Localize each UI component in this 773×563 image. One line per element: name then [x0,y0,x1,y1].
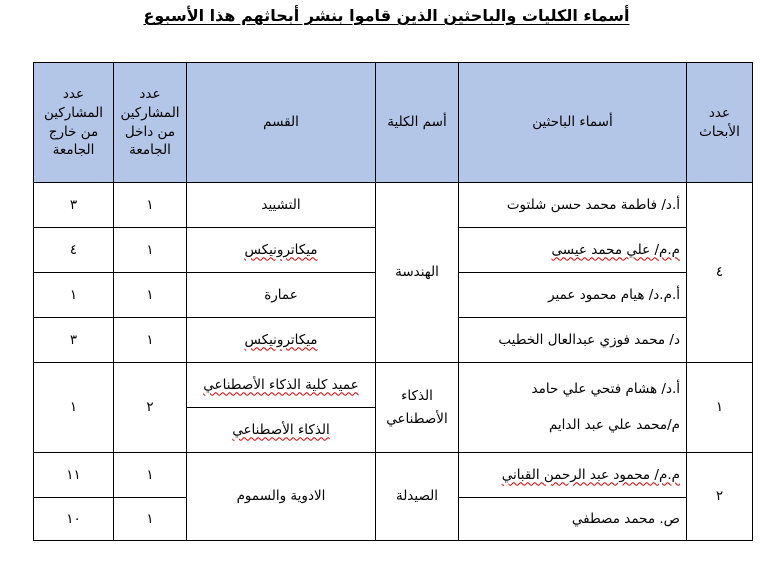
internal-count: ١ [114,273,187,318]
research-count-cell: ٤ [687,183,753,363]
external-count: ١١ [34,453,114,498]
researcher-name: أ.م.د/ هيام محمود عمير [459,273,687,318]
external-count: ٣ [34,183,114,228]
research-count-cell: ١ [687,363,753,453]
page-title: أسماء الكليات والباحثين الذين قاموا بنشر أبحاثهم هذا الأسبوع [143,6,630,25]
department-name: عمارة [187,273,376,318]
external-count: ١٠ [34,498,114,541]
header-research-count: عدد الأبحاث [687,63,753,183]
internal-count: ١ [114,228,187,273]
internal-count: ١ [114,183,187,228]
researcher-name: أ.د/ هشام فتحي علي حامد [531,381,680,398]
department-name: عميد كلية الذكاء الأصطناعي [187,363,376,408]
table-row [34,453,753,498]
researcher-names [459,363,687,453]
researcher-name: د/ محمد فوزي عبدالعال الخطيب [459,318,687,363]
external-count: ٤ [34,228,114,273]
college-name: الذكاء الأصطناعي [376,363,459,453]
external-count: ١ [34,273,114,318]
table-row [34,363,753,408]
department-name: التشييد [187,183,376,228]
internal-count: ١ [114,453,187,498]
researcher-name: م.م/ محمود عبد الرحمن القباني [459,453,687,498]
header-row [34,63,753,183]
internal-count: ١ [114,498,187,541]
internal-count: ١ [114,318,187,363]
header-internal-participants: عدد المشاركين من داخل الجامعة [114,63,187,183]
researcher-name: أ.د/ فاطمة محمد حسن شلتوت [459,183,687,228]
external-count: ٣ [34,318,114,363]
research-count-cell: ٢ [687,453,753,541]
header-department: القسم [187,63,376,183]
external-count: ١ [34,363,114,453]
internal-count: ٢ [114,363,187,453]
college-name: الهندسة [376,183,459,363]
header-external-participants: عدد المشاركين من خارج الجامعة [34,63,114,183]
header-researchers: أسماء الباحثين [459,63,687,183]
department-name: ميكاترونيكس [187,228,376,273]
researchers-table [33,62,753,541]
department-name: ميكاترونيكس [187,318,376,363]
department-name: الادوية والسموم [187,453,376,541]
researcher-name: م.م/ علي محمد عيسى [459,228,687,273]
department-name: الذكاء الأصطناعي [187,408,376,453]
college-name: الصيدلة [376,453,459,541]
header-college: أسم الكلية [376,63,459,183]
table-row [34,183,753,228]
researcher-name: م/محمد علي عبد الدايم [548,416,680,433]
researcher-name: ص. محمد مصطفي [459,498,687,541]
